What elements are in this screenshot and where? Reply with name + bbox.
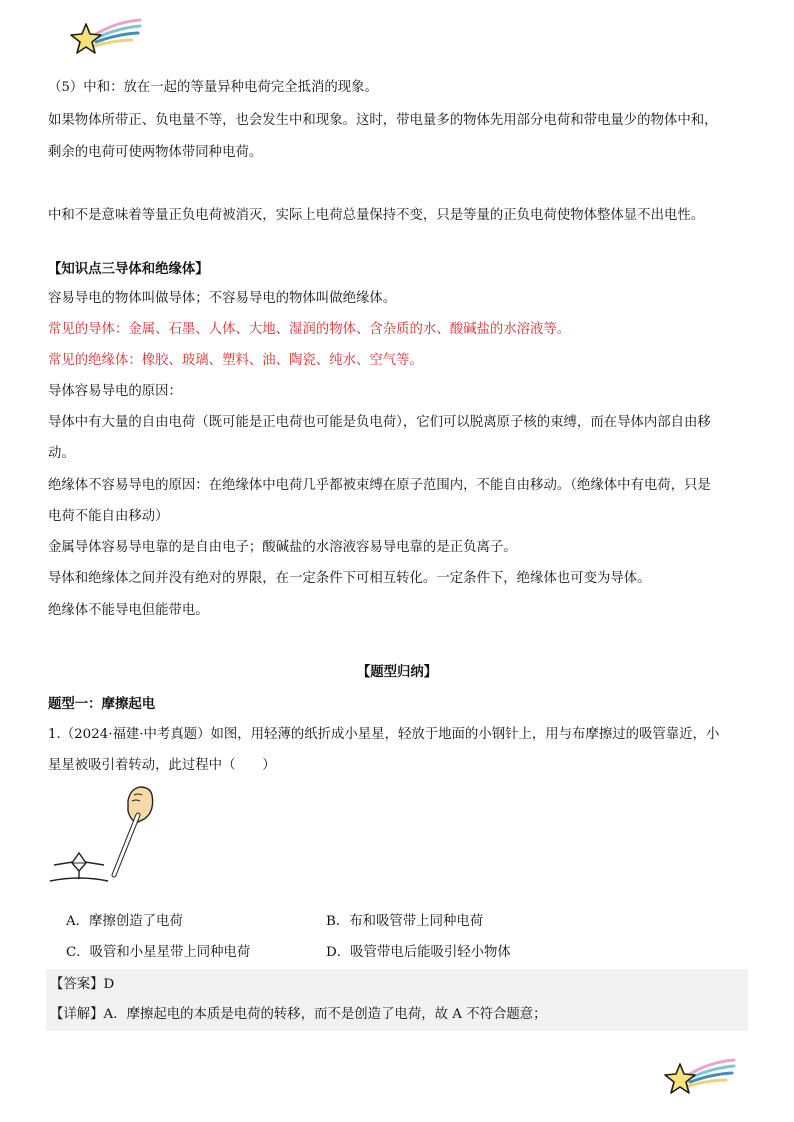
neutralize-paragraph-line1: 如果物体所带正、负电量不等，也会发生中和现象。这时，带电量多的物体先用部分电荷和带电量少的物体中和，: [48, 113, 718, 128]
metal-conduction: 金属导体容易导电靠的是自由电子；酸碱盐的水溶液容易导电靠的是正负离子。: [48, 540, 517, 555]
option-b: B．布和吸管带上同种电荷: [326, 914, 484, 929]
conductor-reason-line2: 动。: [48, 446, 75, 461]
answer-text: 【答案】D: [50, 977, 115, 992]
question-types-heading: 【题型归纳】: [356, 664, 438, 680]
option-c: C．吸管和小星星带上同种电荷: [66, 945, 251, 960]
conductor-heading: 【知识点三导体和绝缘体】: [48, 261, 209, 277]
conductor-definition: 容易导电的物体叫做导体；不容易导电的物体叫做绝缘体。: [48, 291, 397, 306]
shooting-star-icon: [660, 1054, 740, 1098]
insulator-reason-line1: 绝缘体不容易导电的原因：在绝缘体中电荷几乎都被束缚在原子范围内，不能自由移动。（绝缘体中有电荷，只是: [48, 478, 711, 493]
common-insulators: 常见的绝缘体：橡胶、玻璃、塑料、油、陶瓷、纯水、空气等。: [48, 353, 423, 368]
neutralize-note: 中和不是意味着等量正负电荷被消灭，实际上电荷总量保持不变，只是等量的正负电荷使物体整体显不出电性。: [48, 208, 705, 223]
option-d: D．吸管带电后能吸引轻小物体: [326, 945, 511, 960]
question1-line1: 1.（2024·福建·中考真题）如图，用轻薄的纸折成小星星，轻放于地面的小钢针上，用与布摩擦过的吸管靠近，小: [48, 727, 720, 742]
type1-heading: 题型一：摩擦起电: [48, 696, 156, 712]
shooting-star-icon: [66, 14, 146, 58]
conversion-note: 导体和绝缘体之间并没有绝对的界限，在一定条件下可相互转化。一定条件下，绝缘体也可变为导体。: [48, 571, 651, 586]
explanation-text: 【详解】A．摩擦起电的本质是电荷的转移，而不是创造了电荷，故 A 不符合题意；: [50, 1007, 547, 1022]
insulator-charge-note: 绝缘体不能导电但能带电。: [48, 603, 209, 618]
neutralize-title: （5）中和：放在一起的等量异种电荷完全抵消的现象。: [48, 80, 378, 95]
question1-line2: 星星被吸引着转动，此过程中（ ）: [48, 758, 276, 773]
conductor-reason-line1: 导体中有大量的自由电荷（既可能是正电荷也可能是负电荷），它们可以脱离原子核的束缚，而在导体内部自由移: [48, 415, 711, 430]
neutralize-paragraph-line2: 剩余的电荷可使两物体带同种电荷。: [48, 145, 263, 160]
option-a: A．摩擦创造了电荷: [66, 914, 183, 929]
common-conductors: 常见的导体：金属、石墨、人体、大地、湿润的物体、含杂质的水、酸碱盐的水溶液等。: [48, 322, 571, 337]
straw-and-star-illustration: [46, 783, 166, 899]
insulator-reason-line2: 电荷不能自由移动）: [48, 509, 169, 524]
conductor-reason-title: 导体容易导电的原因：: [48, 384, 182, 399]
